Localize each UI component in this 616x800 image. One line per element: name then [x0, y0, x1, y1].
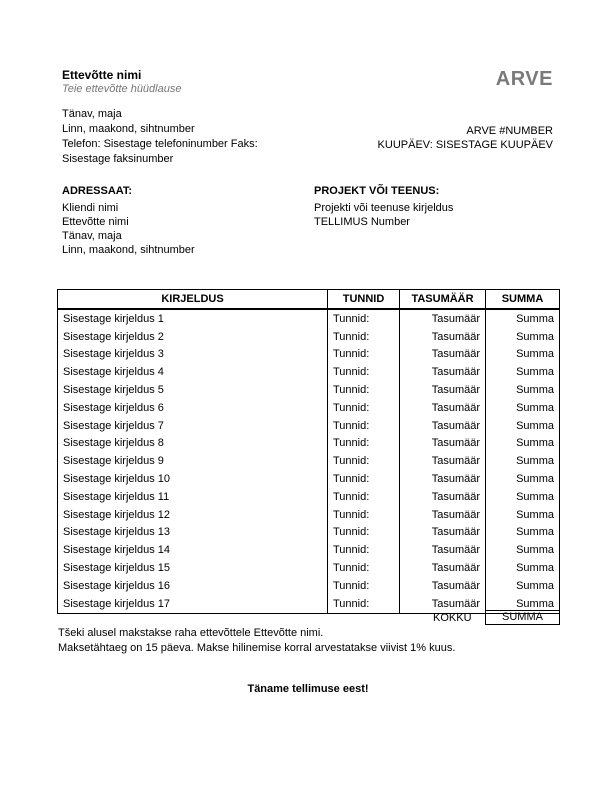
project-heading: PROJEKT VÕI TEENUS: — [314, 185, 440, 197]
cell-hours: Tunnid: — [328, 577, 400, 595]
table-row — [58, 381, 560, 399]
payment-note: Tšeki alusel makstakse raha ettevõttele Ettevõtte nimi. — [58, 627, 324, 639]
company-name: Ettevõtte nimi — [62, 68, 142, 82]
cell-hours: Tunnid: — [328, 470, 400, 488]
cell-rate: Tasumäär — [400, 363, 486, 381]
table-row — [58, 363, 560, 381]
table-row — [58, 417, 560, 435]
cell-description: Sisestage kirjeldus 5 — [58, 381, 328, 399]
table-row — [58, 435, 560, 453]
cell-hours: Tunnid: — [328, 399, 400, 417]
bill-to-line: Kliendi nimi — [62, 202, 119, 214]
cell-description: Sisestage kirjeldus 9 — [58, 452, 328, 470]
project-line: TELLIMUS Number — [314, 216, 410, 228]
cell-hours: Tunnid: — [328, 541, 400, 559]
table-row — [58, 488, 560, 506]
cell-amount: Summa — [486, 452, 560, 470]
cell-amount: Summa — [486, 309, 560, 328]
cell-amount: Summa — [486, 435, 560, 453]
company-address — [62, 107, 258, 167]
table-header-row — [58, 290, 560, 310]
cell-amount: Summa — [486, 363, 560, 381]
table-row — [58, 346, 560, 364]
table-row — [58, 541, 560, 559]
cell-rate: Tasumäär — [400, 452, 486, 470]
col-header-rate: TASUMÄÄR — [400, 290, 486, 310]
cell-rate: Tasumäär — [400, 346, 486, 364]
cell-rate: Tasumäär — [400, 435, 486, 453]
table-row — [58, 506, 560, 524]
address-line: Sisestage faksinumber — [62, 153, 174, 165]
col-header-hours: TUNNID — [328, 290, 400, 310]
cell-description: Sisestage kirjeldus 7 — [58, 417, 328, 435]
cell-rate: Tasumäär — [400, 328, 486, 346]
cell-rate: Tasumäär — [400, 595, 486, 613]
cell-amount: Summa — [486, 417, 560, 435]
cell-rate: Tasumäär — [400, 506, 486, 524]
cell-hours: Tunnid: — [328, 346, 400, 364]
thank-you-message: Täname tellimuse eest! — [247, 683, 369, 695]
cell-rate: Tasumäär — [400, 417, 486, 435]
bill-to-line: Linn, maakond, sihtnumber — [62, 244, 195, 256]
cell-rate: Tasumäär — [400, 524, 486, 542]
invoice-items-table — [57, 289, 560, 614]
bill-to-line: Tänav, maja — [62, 230, 122, 242]
cell-amount: Summa — [486, 488, 560, 506]
cell-hours: Tunnid: — [328, 417, 400, 435]
cell-hours: Tunnid: — [328, 328, 400, 346]
bill-to-block — [62, 201, 195, 257]
cell-amount: Summa — [486, 381, 560, 399]
cell-rate: Tasumäär — [400, 309, 486, 328]
cell-hours: Tunnid: — [328, 524, 400, 542]
table-row — [58, 452, 560, 470]
invoice-number: ARVE #NUMBER — [466, 125, 553, 137]
address-line: Tänav, maja — [62, 108, 122, 120]
cell-hours: Tunnid: — [328, 309, 400, 328]
cell-description: Sisestage kirjeldus 10 — [58, 470, 328, 488]
cell-description: Sisestage kirjeldus 2 — [58, 328, 328, 346]
cell-rate: Tasumäär — [400, 488, 486, 506]
cell-rate: Tasumäär — [400, 577, 486, 595]
cell-hours: Tunnid: — [328, 435, 400, 453]
cell-amount: Summa — [486, 506, 560, 524]
cell-description: Sisestage kirjeldus 13 — [58, 524, 328, 542]
total-value: SUMMA — [485, 610, 560, 625]
cell-description: Sisestage kirjeldus 11 — [58, 488, 328, 506]
table-row — [58, 524, 560, 542]
table-row — [58, 399, 560, 417]
cell-description: Sisestage kirjeldus 16 — [58, 577, 328, 595]
cell-description: Sisestage kirjeldus 12 — [58, 506, 328, 524]
address-line: Telefon: Sisestage telefoninumber Faks: — [62, 138, 258, 150]
cell-hours: Tunnid: — [328, 595, 400, 613]
cell-description: Sisestage kirjeldus 6 — [58, 399, 328, 417]
cell-amount: Summa — [486, 328, 560, 346]
cell-rate: Tasumäär — [400, 559, 486, 577]
cell-rate: Tasumäär — [400, 381, 486, 399]
cell-hours: Tunnid: — [328, 506, 400, 524]
cell-hours: Tunnid: — [328, 381, 400, 399]
cell-hours: Tunnid: — [328, 363, 400, 381]
table-row — [58, 309, 560, 328]
cell-amount: Summa — [486, 524, 560, 542]
due-terms-note: Maksetähtaeg on 15 päeva. Makse hilinemise korral arvestatakse viivist 1% kuus. — [58, 642, 456, 654]
table-row — [58, 559, 560, 577]
cell-hours: Tunnid: — [328, 452, 400, 470]
invoice-date: KUUPÄEV: SISESTAGE KUUPÄEV — [377, 139, 553, 151]
col-header-amount: SUMMA — [486, 290, 560, 310]
cell-amount: Summa — [486, 470, 560, 488]
company-slogan: Teie ettevõtte hüüdlause — [62, 83, 182, 95]
cell-description: Sisestage kirjeldus 1 — [58, 309, 328, 328]
cell-amount: Summa — [486, 346, 560, 364]
cell-description: Sisestage kirjeldus 14 — [58, 541, 328, 559]
project-line: Projekti või teenuse kirjeldus — [314, 202, 454, 214]
cell-description: Sisestage kirjeldus 4 — [58, 363, 328, 381]
cell-amount: Summa — [486, 595, 560, 613]
table-row — [58, 577, 560, 595]
cell-description: Sisestage kirjeldus 15 — [58, 559, 328, 577]
table-row — [58, 328, 560, 346]
cell-amount: Summa — [486, 399, 560, 417]
col-header-description: KIRJELDUS — [58, 290, 328, 310]
total-label: KOKKU — [433, 612, 472, 624]
cell-description: Sisestage kirjeldus 17 — [58, 595, 328, 613]
invoice-title: ARVE — [495, 68, 553, 90]
cell-amount: Summa — [486, 559, 560, 577]
cell-rate: Tasumäär — [400, 399, 486, 417]
cell-rate: Tasumäär — [400, 470, 486, 488]
cell-description: Sisestage kirjeldus 3 — [58, 346, 328, 364]
cell-description: Sisestage kirjeldus 8 — [58, 435, 328, 453]
cell-hours: Tunnid: — [328, 488, 400, 506]
table-row — [58, 470, 560, 488]
cell-amount: Summa — [486, 577, 560, 595]
invoice-meta — [378, 124, 553, 152]
cell-amount: Summa — [486, 541, 560, 559]
project-block — [314, 201, 453, 229]
bill-to-heading: ADRESSAAT: — [62, 185, 133, 197]
cell-hours: Tunnid: — [328, 559, 400, 577]
bill-to-line: Ettevõtte nimi — [62, 216, 129, 228]
cell-rate: Tasumäär — [400, 541, 486, 559]
address-line: Linn, maakond, sihtnumber — [62, 123, 195, 135]
